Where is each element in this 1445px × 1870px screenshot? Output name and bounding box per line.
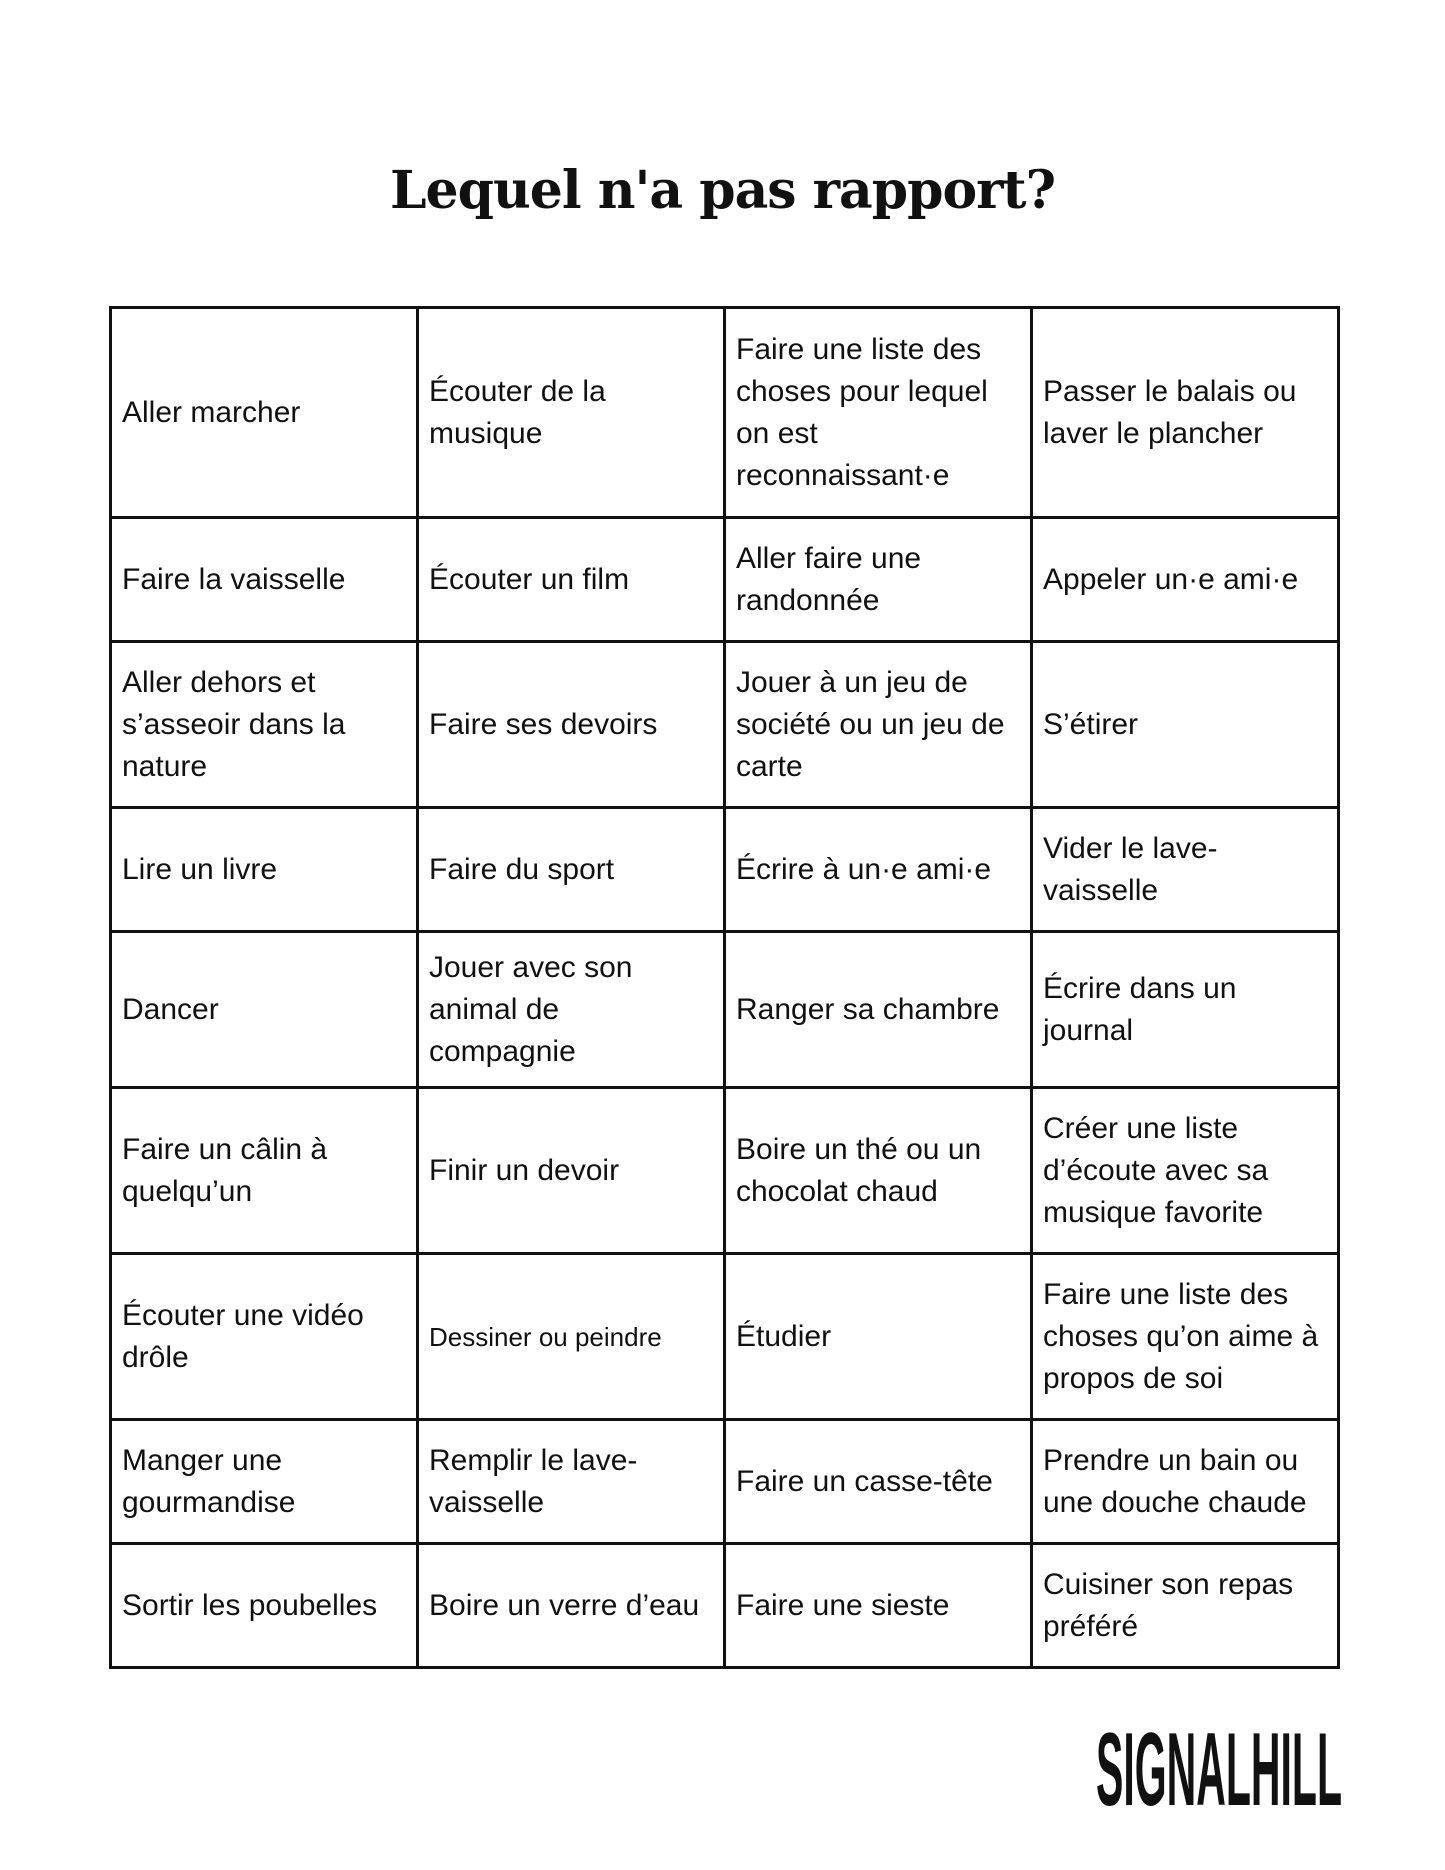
grid-cell: Faire une liste des choses qu’on aime à propos de soi	[1032, 1254, 1339, 1420]
table-row	[111, 1254, 1339, 1420]
grid-cell: Aller faire une randonnée	[725, 518, 1032, 642]
grid-cell: Jouer avec son animal de compagnie	[418, 932, 725, 1088]
grid-cell: Écrire à un·e ami·e	[725, 808, 1032, 932]
grid-cell: Écrire dans un journal	[1032, 932, 1339, 1088]
grid-cell: Sortir les poubelles	[111, 1544, 418, 1668]
grid-cell: Faire une liste des choses pour lequel on est reconnaissant·e	[725, 308, 1032, 518]
grid-cell: Lire un livre	[111, 808, 418, 932]
table-row	[111, 518, 1339, 642]
grid-cell: Faire une sieste	[725, 1544, 1032, 1668]
grid-cell: Jouer à un jeu de société ou un jeu de carte	[725, 642, 1032, 808]
grid-cell: Appeler un·e ami·e	[1032, 518, 1339, 642]
grid-cell: Cuisiner son repas préféré	[1032, 1544, 1339, 1668]
grid-cell: Créer une liste d’écoute avec sa musique favorite	[1032, 1088, 1339, 1254]
table-row	[111, 1420, 1339, 1544]
grid-cell: Vider le lave-vaisselle	[1032, 808, 1339, 932]
table-row	[111, 932, 1339, 1088]
grid-cell: Passer le balais ou laver le plancher	[1032, 308, 1339, 518]
grid-cell: Manger une gourmandise	[111, 1420, 418, 1544]
grid-cell: Aller marcher	[111, 308, 418, 518]
grid-cell: Aller dehors et s’asseoir dans la nature	[111, 642, 418, 808]
grid-cell: Faire la vaisselle	[111, 518, 418, 642]
grid-cell: Écouter de la musique	[418, 308, 725, 518]
table-row	[111, 642, 1339, 808]
grid-cell: S’étirer	[1032, 642, 1339, 808]
grid-cell: Faire un casse-tête	[725, 1420, 1032, 1544]
activity-grid	[109, 306, 1340, 1669]
grid-cell: Finir un devoir	[418, 1088, 725, 1254]
grid-cell: Faire un câlin à quelqu’un	[111, 1088, 418, 1254]
grid-cell: Dancer	[111, 932, 418, 1088]
grid-cell: Dessiner ou peindre	[418, 1254, 725, 1420]
page-title: Lequel n'a pas rapport?	[389, 160, 1056, 221]
grid-cell: Ranger sa chambre	[725, 932, 1032, 1088]
grid-cell: Prendre un bain ou une douche chaude	[1032, 1420, 1339, 1544]
table-row	[111, 1544, 1339, 1668]
grid-cell: Boire un thé ou un chocolat chaud	[725, 1088, 1032, 1254]
grid-cell: Boire un verre d’eau	[418, 1544, 725, 1668]
logo-text: SIGNALHILL	[1096, 1725, 1342, 1811]
signalhill-logo	[1096, 1725, 1344, 1811]
table-row	[111, 308, 1339, 518]
grid-cell: Étudier	[725, 1254, 1032, 1420]
table-row	[111, 808, 1339, 932]
grid-cell: Faire ses devoirs	[418, 642, 725, 808]
grid-cell: Écouter une vidéo drôle	[111, 1254, 418, 1420]
grid-cell: Remplir le lave-vaisselle	[418, 1420, 725, 1544]
grid-cell: Écouter un film	[418, 518, 725, 642]
grid-cell: Faire du sport	[418, 808, 725, 932]
table-row	[111, 1088, 1339, 1254]
